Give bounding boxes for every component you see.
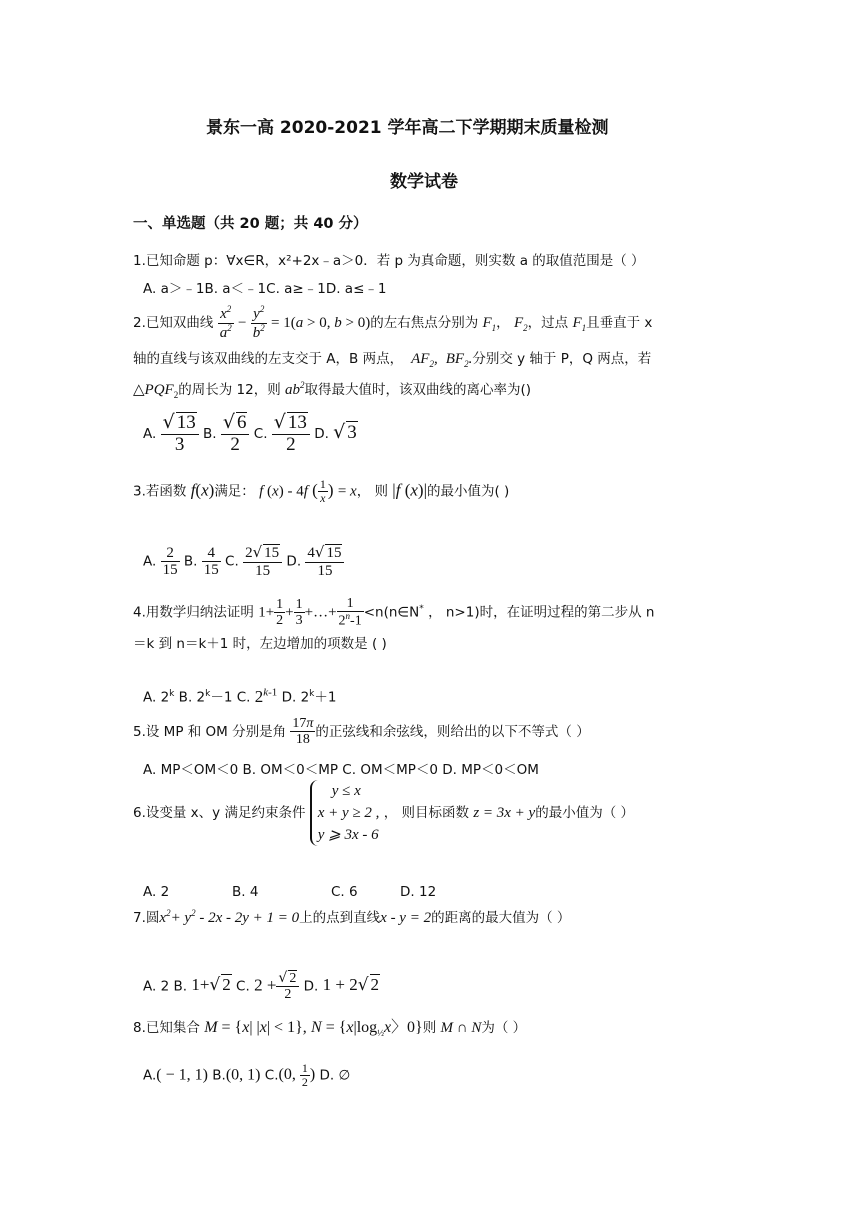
question-6-option-a: A. 2 [143,884,170,900]
section-heading: 一、单选题（共 20 题；共 40 分） [133,216,368,232]
question-6-line-1 [133,780,634,846]
question-1-options: A. a＞﹣1B. a＜﹣1C. a≥﹣1D. a≤﹣1 [143,281,387,297]
objective-function: z = 3x + y [473,805,536,821]
term-third: $\frac{1}{3}$ [295,596,303,629]
angle-17pi-18: $\frac{17\pi}{18}$ [292,716,314,748]
option-c-value: $\frac{2√ 15}{15}$ [243,544,282,579]
option-c-value: $\frac{√ 13}{2}$ [272,412,310,456]
function-f: f [190,480,196,500]
question-2-line2: 轴的直线与该双曲线的左支交于 A，B 两点， [133,351,404,367]
set-m: M = {x| |x| < 1}, [204,1019,307,1036]
option-b-label: B. [183,553,198,570]
question-5-prefix: 5.设 MP 和 OM 分别是角 [133,723,287,740]
question-3-mid2: ， 则 [356,483,388,500]
hyperbola-term-y: $\frac{y^2}{b^2}$ [252,304,265,341]
constraint-system: y ≤ x x + y ≥ 2 , y ⩾ 3x - 6 [310,780,380,846]
question-6-option-b: B. 4 [232,884,259,900]
option-d-label: D. [314,425,329,442]
question-6-prefix: 6.设变量 x、y 满足约束条件 [133,805,306,821]
option-d-label: D. 2 [277,689,310,706]
question-2-line3a: 的周长为 12，则 [178,382,281,398]
question-5-options: A. MP＜OM＜0 B. OM＜0＜MP C. OM＜MP＜0 D. MP＜0＜OM [143,762,539,778]
focus-f2: $F_2$ [513,315,528,333]
question-4-mid: <n(n∈N [363,604,420,621]
option-b-label: B. [212,1067,226,1084]
question-4-options: A. 2$^k$ B. $2^k-1$ C. 2$^{k-1}$ D. $2^k+1$ [143,686,337,706]
circle-equation: $x^2+ y^2 - 2x - 2y + 1 = 0$ [159,908,300,926]
hyperbola-term-x: $\frac{x^2}{a^2}$ [219,304,232,341]
term-last: $\frac{1}{2^n-1}$ [338,596,362,630]
term-half: $\frac{1}{2}$ [276,596,284,629]
option-d-value: 1 + 2√ 2 [322,975,380,996]
question-4-line-1: 4.用数学归纳法证明 1+ $\frac{1}{2}$ + $\frac{1}{3}$ +…+ $\frac{1}{2^n-1}$ <n(n∈N* ， n>1)时，在证明过程的第二步从 n [133,596,655,630]
option-b-value: 1+√ 2 [191,975,231,996]
question-1-text: 1.已知命题 p：∀x∈R，x²+2x﹣a＞0．若 p 为真命题，则实数 a 的取值范围是（ ） [133,253,645,269]
question-7-suffix: 的距离的最大值为（ ） [431,910,571,926]
question-5-line-1 [133,716,590,748]
option-d-label: D. [303,978,319,995]
question-2-line-2 [133,350,651,370]
question-3-prefix: 3.若函数 [133,483,187,500]
question-8-mid: 则 [422,1020,437,1036]
question-7-line-1 [133,908,570,927]
option-d-value: √ 3 [333,420,357,443]
abs-f: |f (x)| [392,480,427,500]
page-title: 景东一高 2020-2021 学年高二下学期期末质量检测 [206,118,609,138]
option-a-value: ( − 1, 1) [156,1066,208,1084]
option-c-label: C. [236,978,250,995]
question-2-line3b: 取得最大值时，该双曲线的离心率为() [304,382,532,398]
question-5-suffix: 的正弦线和余弦线，则给出的以下不等式（ ） [315,723,590,740]
focus-f1-ref: $F_1$ [572,315,587,333]
reciprocal-x: $\frac{1}{x}$ [319,477,326,506]
segment-af2: $AF_2$, [407,351,438,369]
option-b-value: $\frac{4}{15}$ [203,544,219,578]
question-3-line-1: 3.若函数 f(x)满足： f (x) - 4f ( $\frac{1}{x}$ ) = x， 则 |f (x)|的最小值为( ) [133,477,510,506]
question-8-suffix: 为（ ） [481,1020,527,1036]
question-4-prefix: 4.用数学归纳法证明 [133,604,254,621]
question-6-option-c: C. 6 [331,884,358,900]
question-3-mid: 满足： [214,483,255,500]
option-a-label: A. 2 [143,689,170,706]
question-2-mid2: ，过点 [527,315,569,331]
option-c-value: 2$^{k-1}$ [254,686,278,706]
option-d-label: D. [286,553,302,570]
question-2-mid3: 且垂直于 x [586,315,653,331]
question-3-options [143,544,344,579]
functional-equation: f (x) - 4f [259,483,308,500]
option-c-label: C. [264,1067,279,1084]
segment-bf2: $BF_2$. [442,351,473,369]
set-n: $N = \{x|\log_{\frac{1}{2}}x$〉0} [311,1019,423,1039]
question-8-line-1 [133,1018,526,1039]
question-2-line2b: 分别交 y 轴于 P，Q 两点，若 [472,351,652,367]
question-6-mid: ， 则目标函数 [383,805,470,821]
question-8-prefix: 8.已知集合 [133,1020,200,1036]
question-2-mid1: 的左右焦点分别为 [370,315,479,331]
option-b-rest: －1 C. [210,689,251,706]
option-b-label: B. 2 [174,689,206,706]
option-b-value: $\frac{√ 6}{2}$ [221,412,250,456]
line-equation: x - y = 2 [380,910,432,926]
option-d-label: D. ∅ [319,1067,351,1084]
option-b-value: (0, 1) [225,1066,261,1084]
question-6-suffix: 的最小值为（ ） [535,805,635,821]
expr-ab2: $ab^2$ [285,380,305,398]
intersection-mn: M ∩ N [440,1020,482,1036]
question-4-line-2: ＝k 到 n＝k＋1 时，左边增加的项数是 ( ) [133,636,387,652]
triangle-pqf2: $\triangle PQF_2$ [133,382,179,400]
option-d-rest: ＋1 [314,689,337,706]
question-2-options [143,412,358,456]
question-7-prefix: 7.圆 [133,910,160,926]
option-a-label: A. [143,553,157,570]
option-a-label: A. [143,1067,157,1084]
question-3-suffix: 的最小值为( ) [426,483,510,500]
option-c-label: C. [253,425,268,442]
option-d-value: $\frac{4√ 15}{15}$ [305,544,344,579]
page-subtitle: 数学试卷 [390,172,458,192]
question-2-prefix: 2.已知双曲线 [133,315,214,331]
question-8-options [143,1062,350,1089]
option-a-label: A. [143,425,157,442]
question-2-line-3 [133,380,531,401]
hyperbola-condition: = 1(a > 0, b > 0) [271,315,371,331]
question-7-mid: 上的点到直线 [299,910,381,926]
option-b-label: B. [203,425,217,442]
focus-f1: $F_1$ [482,315,497,333]
option-a-value: $\frac{2}{15}$ [162,544,178,578]
option-c-label: C. [225,553,239,570]
option-ab-label: A. 2 B. [143,978,188,995]
option-c-value: $\frac{√ 2}{2}$ [276,970,299,1003]
option-c-value: (0, $\frac{1}{2}$ ) [278,1061,316,1090]
question-7-options: A. 2 B. 1+√ 2 C. 2 + $\frac{√ 2}{2}$ D. 1 + 2√ 2 [143,970,380,1003]
question-2-line-1: 2.已知双曲线 $\frac{x^2}{a^2}$ − $\frac{y^2}{b^2}$ = 1(a > 0, b > 0)的左右焦点分别为 $F_1$， $F_2$，过点 $F_1$且垂直于 x [133,304,653,341]
question-6-option-d: D. 12 [400,884,437,900]
option-a-value: $\frac{√ 13}{3}$ [161,412,199,456]
question-4-mid2: ， n>1)时，在证明过程的第二步从 n [423,604,655,621]
